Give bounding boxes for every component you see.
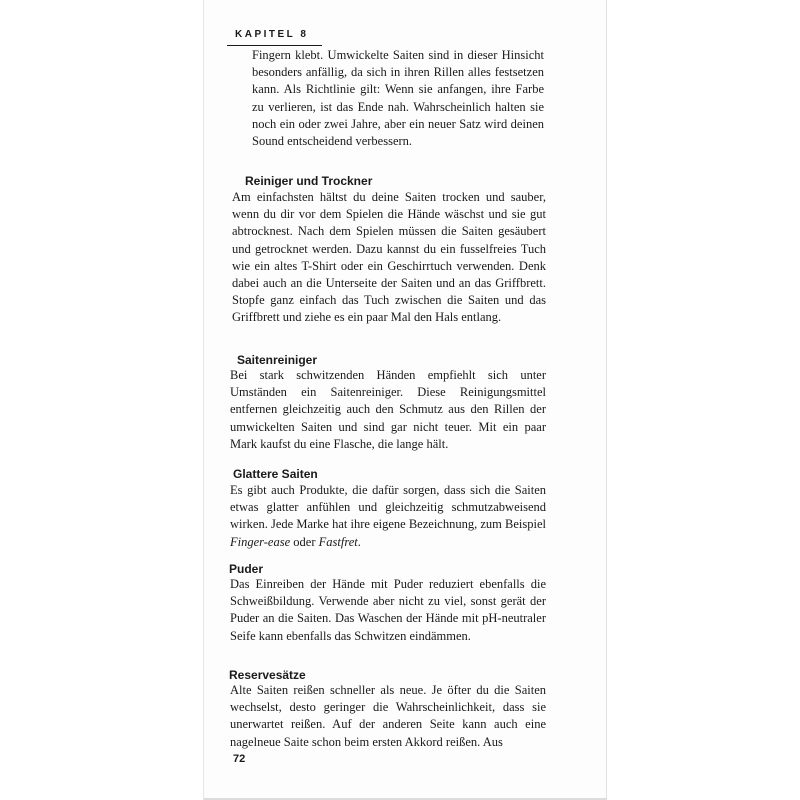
paragraph-saitenreiniger: Bei stark schwitzenden Händen empfiehlt sich unter Umständen ein Saitenreiniger. Diese Reinigungsmittel entfernen gleichzeitig auch den Schmutz aus den Rillen der umwickelten Saiten und sind gar nicht teuer. Mit ein paar Mark kaufst du eine Flasche, die lange hält. [230, 368, 546, 451]
heading-saitenreiniger: Saitenreiniger [237, 353, 318, 367]
heading-puder: Puder [229, 562, 264, 576]
header-rule [227, 45, 322, 46]
page-number: 72 [233, 753, 246, 765]
product-name-finger-ease: Finger-ease [230, 534, 291, 549]
book-page [203, 0, 607, 800]
heading-reservesaetze: Reservesätze [229, 668, 306, 682]
paragraph-puder: Das Einreiben der Hände mit Puder reduziert ebenfalls die Schweißbildung. Verwende aber nicht zu viel, sonst gerät der Puder an die Saiten. Das Waschen der Hände mit pH-neutraler Seife kann ebenfalls das Schwitzen eindämmen. [230, 577, 546, 643]
intro-paragraph: Fingern klebt. Umwickelte Saiten sind in dieser Hinsicht besonders anfällig, da sich in ihren Rillen alles festsetzen kann. Als Richtlinie gilt: Wenn sie anfangen, ihre Farbe zu verlieren, ist das Ende nah. Wahrscheinlich halten sie noch ein oder zwei Jahre, aber ein neuer Satz wird deinen Sound entscheidend verbessern. [252, 48, 544, 149]
heading-glattere-saiten: Glattere Saiten [233, 467, 318, 481]
product-name-fastfret: Fastfret [318, 534, 358, 549]
paragraph-reiniger-und-trockner: Am einfachsten hältst du deine Saiten trocken und sauber, wenn du dir vor dem Spielen die Hände wäschst und sie gut abtrocknest. Nach dem Spielen müssen die Saiten gesäubert und getrocknet werden. Dazu kannst du ein fusselfreies Tuch wie ein altes T-Shirt oder ein Geschirrtuch verwenden. Denk dabei auch an die Unterseite der Saiten und an das Griffbrett. Stopfe ganz einfach das Tuch zwischen die Saiten und das Griffbrett und ziehe es ein paar Mal den Hals entlang. [232, 190, 546, 325]
paragraph-glattere-saiten: Es gibt auch Produkte, die dafür sorgen, dass sich die Saiten etwas glatter anfühlen und gleichzeitig schmutzabweisend wirken. Jede Marke hat ihre eigene Bezeichnung, zum Beispiel Finger-ease oder Fastfret. [230, 483, 546, 549]
heading-reiniger-und-trockner: Reiniger und Trockner [245, 174, 373, 188]
chapter-header: KAPITEL 8 [235, 29, 309, 40]
paragraph-reservesaetze: Alte Saiten reißen schneller als neue. Je öfter du die Saiten wechselst, desto geringer die Wahrscheinlichkeit, dass sie unerwartet reißen. Auf der anderen Seite kann auch eine nagelneue Saite schon beim ersten Akkord reißen. Aus [230, 683, 546, 749]
